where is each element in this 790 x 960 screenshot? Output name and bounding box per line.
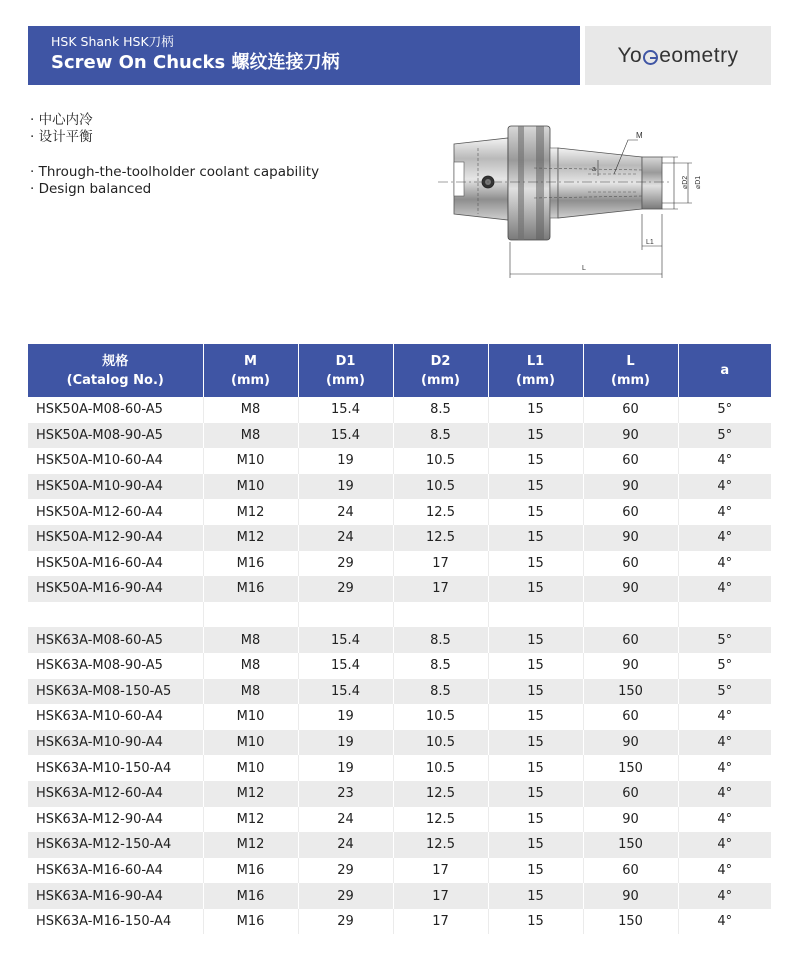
cell-m: M8 <box>203 679 298 705</box>
feature-list <box>30 112 319 198</box>
cell-catalog: HSK63A-M08-60-A5 <box>28 627 203 653</box>
cell-d1: 15.4 <box>298 653 393 679</box>
cell-m: M16 <box>203 858 298 884</box>
cell-catalog: HSK63A-M10-150-A4 <box>28 755 203 781</box>
cell-a: 5° <box>678 423 771 449</box>
cell-m: M8 <box>203 627 298 653</box>
table-row <box>28 551 771 577</box>
cell-a: 4° <box>678 525 771 551</box>
cell-l1: 15 <box>488 730 583 756</box>
cell-l1: 15 <box>488 832 583 858</box>
cell-l: 60 <box>583 781 678 807</box>
cell-a: 5° <box>678 679 771 705</box>
cell-catalog: HSK63A-M16-60-A4 <box>28 858 203 884</box>
cell-l1: 15 <box>488 448 583 474</box>
cell-l1: 15 <box>488 525 583 551</box>
cell-d2 <box>393 602 488 628</box>
cell-l1: 15 <box>488 858 583 884</box>
cell-d1: 15.4 <box>298 627 393 653</box>
cell-m: M16 <box>203 883 298 909</box>
cell-d2: 17 <box>393 909 488 935</box>
table-row <box>28 858 771 884</box>
cell-m: M10 <box>203 730 298 756</box>
label-a: a <box>592 166 596 173</box>
cell-catalog: HSK63A-M08-90-A5 <box>28 653 203 679</box>
spec-table <box>28 344 771 934</box>
cell-m: M12 <box>203 781 298 807</box>
table-row <box>28 525 771 551</box>
header-d2: D2 (mm) <box>393 344 488 397</box>
cell-m: M12 <box>203 807 298 833</box>
header-d1: D1 (mm) <box>298 344 393 397</box>
cell-a: 5° <box>678 627 771 653</box>
cell-d2: 8.5 <box>393 679 488 705</box>
cell-m: M12 <box>203 525 298 551</box>
cell-d2: 8.5 <box>393 423 488 449</box>
cell-d1: 29 <box>298 576 393 602</box>
cell-l: 90 <box>583 423 678 449</box>
cell-l: 90 <box>583 474 678 500</box>
cell-catalog: HSK63A-M12-90-A4 <box>28 807 203 833</box>
cell-d1: 19 <box>298 730 393 756</box>
cell-l1: 15 <box>488 653 583 679</box>
header-a: a <box>678 344 771 397</box>
cell-catalog: HSK63A-M10-60-A4 <box>28 704 203 730</box>
cell-l1: 15 <box>488 397 583 423</box>
cell-d1: 19 <box>298 448 393 474</box>
cell-d1: 24 <box>298 807 393 833</box>
cell-l1: 15 <box>488 704 583 730</box>
feature-item: · 设计平衡 <box>30 129 93 145</box>
cell-l: 90 <box>583 730 678 756</box>
cell-l1: 15 <box>488 755 583 781</box>
cell-d2: 12.5 <box>393 525 488 551</box>
table-row <box>28 499 771 525</box>
cell-catalog: HSK50A-M12-90-A4 <box>28 525 203 551</box>
table-row <box>28 448 771 474</box>
cell-a: 4° <box>678 576 771 602</box>
table-row <box>28 627 771 653</box>
cell-m: M16 <box>203 909 298 935</box>
table-header-row <box>28 344 771 397</box>
table-row <box>28 730 771 756</box>
cell-a: 4° <box>678 499 771 525</box>
cell-catalog <box>28 602 203 628</box>
cell-d2: 12.5 <box>393 832 488 858</box>
cell-l1: 15 <box>488 627 583 653</box>
cell-d1: 23 <box>298 781 393 807</box>
cell-l: 90 <box>583 883 678 909</box>
cell-a: 4° <box>678 807 771 833</box>
cell-d2: 10.5 <box>393 730 488 756</box>
cell-catalog: HSK63A-M16-90-A4 <box>28 883 203 909</box>
cell-m: M16 <box>203 551 298 577</box>
cell-catalog: HSK63A-M16-150-A4 <box>28 909 203 935</box>
cell-d1: 24 <box>298 499 393 525</box>
cell-a: 4° <box>678 832 771 858</box>
cell-m: M10 <box>203 474 298 500</box>
table-row <box>28 576 771 602</box>
collar <box>550 148 558 218</box>
cell-d2: 10.5 <box>393 474 488 500</box>
feature-item: · 中心内冷 <box>30 112 93 128</box>
cell-a: 4° <box>678 909 771 935</box>
cell-catalog: HSK50A-M12-60-A4 <box>28 499 203 525</box>
cell-l: 150 <box>583 679 678 705</box>
cell-catalog: HSK50A-M10-90-A4 <box>28 474 203 500</box>
cell-d2: 10.5 <box>393 755 488 781</box>
table-row <box>28 397 771 423</box>
cell-catalog: HSK63A-M12-60-A4 <box>28 781 203 807</box>
cell-l: 90 <box>583 807 678 833</box>
header-title: Screw On Chucks 螺纹连接刀柄 <box>51 52 340 73</box>
cell-d2: 8.5 <box>393 397 488 423</box>
cell-d1: 19 <box>298 755 393 781</box>
cell-m: M10 <box>203 448 298 474</box>
cell-d1: 15.4 <box>298 397 393 423</box>
cell-a: 4° <box>678 474 771 500</box>
cell-catalog: HSK63A-M08-150-A5 <box>28 679 203 705</box>
cell-d2: 10.5 <box>393 448 488 474</box>
cell-l1: 15 <box>488 883 583 909</box>
label-d2: ⌀D2 <box>682 175 689 189</box>
cell-d2: 10.5 <box>393 704 488 730</box>
cell-d1: 15.4 <box>298 423 393 449</box>
cell-l: 90 <box>583 653 678 679</box>
cell-d1: 19 <box>298 704 393 730</box>
cell-m: M8 <box>203 397 298 423</box>
cell-m: M8 <box>203 653 298 679</box>
cell-l: 150 <box>583 832 678 858</box>
chuck-technical-drawing <box>438 118 718 288</box>
cell-m: M12 <box>203 499 298 525</box>
cell-d2: 17 <box>393 551 488 577</box>
header-subtitle: HSK Shank HSK刀柄 <box>51 34 174 49</box>
cell-l: 60 <box>583 499 678 525</box>
table-row <box>28 832 771 858</box>
cell-d1: 24 <box>298 832 393 858</box>
cell-d2: 17 <box>393 858 488 884</box>
table-row <box>28 807 771 833</box>
cell-m: M12 <box>203 832 298 858</box>
cell-a: 4° <box>678 858 771 884</box>
cell-d2: 8.5 <box>393 653 488 679</box>
cell-l: 60 <box>583 627 678 653</box>
cell-l: 60 <box>583 397 678 423</box>
logo-suffix: eometry <box>659 43 739 67</box>
cell-l1: 15 <box>488 909 583 935</box>
cell-catalog: HSK50A-M08-90-A5 <box>28 423 203 449</box>
cell-d1: 29 <box>298 858 393 884</box>
cell-l: 60 <box>583 858 678 884</box>
cell-catalog: HSK63A-M10-90-A4 <box>28 730 203 756</box>
cell-l1: 15 <box>488 781 583 807</box>
cell-l: 60 <box>583 448 678 474</box>
cell-d1: 24 <box>298 525 393 551</box>
cell-catalog: HSK50A-M08-60-A5 <box>28 397 203 423</box>
cell-catalog: HSK50A-M16-90-A4 <box>28 576 203 602</box>
cell-m: M10 <box>203 704 298 730</box>
feature-item: · Design balanced <box>30 181 152 197</box>
cell-l1: 15 <box>488 576 583 602</box>
cell-d1: 29 <box>298 909 393 935</box>
cell-d2: 17 <box>393 576 488 602</box>
cell-l: 90 <box>583 576 678 602</box>
cell-l1: 15 <box>488 807 583 833</box>
cell-d1: 29 <box>298 883 393 909</box>
header-l: L (mm) <box>583 344 678 397</box>
cell-catalog: HSK63A-M12-150-A4 <box>28 832 203 858</box>
cell-l1: 15 <box>488 679 583 705</box>
cell-d1: 19 <box>298 474 393 500</box>
cell-l: 60 <box>583 704 678 730</box>
table-row <box>28 602 771 628</box>
cell-a: 4° <box>678 448 771 474</box>
feature-item: · Through-the-toolholder coolant capability <box>30 164 320 180</box>
header-banner <box>28 26 580 85</box>
label-l1: L1 <box>646 239 654 246</box>
table-row <box>28 423 771 449</box>
cell-a: 4° <box>678 551 771 577</box>
table-row <box>28 704 771 730</box>
cell-l1: 15 <box>488 423 583 449</box>
logo-prefix: Yo <box>617 43 643 67</box>
cell-l1 <box>488 602 583 628</box>
header-l1: L1 (mm) <box>488 344 583 397</box>
label-m: M <box>636 131 643 140</box>
cell-a: 4° <box>678 755 771 781</box>
cell-d1 <box>298 602 393 628</box>
cell-m: M8 <box>203 423 298 449</box>
cell-d2: 17 <box>393 883 488 909</box>
table-row <box>28 755 771 781</box>
table-row <box>28 781 771 807</box>
cell-l: 150 <box>583 909 678 935</box>
brand-logo <box>585 26 771 85</box>
cell-a: 4° <box>678 704 771 730</box>
cell-l <box>583 602 678 628</box>
cell-a <box>678 602 771 628</box>
tapered-nose <box>558 148 642 218</box>
cell-catalog: HSK50A-M10-60-A4 <box>28 448 203 474</box>
cell-m <box>203 602 298 628</box>
logo-g-mark <box>643 50 658 65</box>
cell-m: M10 <box>203 755 298 781</box>
header-m: M (mm) <box>203 344 298 397</box>
cell-a: 4° <box>678 883 771 909</box>
shank-notch <box>454 162 464 196</box>
table-row <box>28 474 771 500</box>
cell-catalog: HSK50A-M16-60-A4 <box>28 551 203 577</box>
cell-d2: 8.5 <box>393 627 488 653</box>
label-d1: ⌀D1 <box>695 175 702 189</box>
table-row <box>28 653 771 679</box>
cell-a: 5° <box>678 653 771 679</box>
cell-l1: 15 <box>488 474 583 500</box>
cell-l1: 15 <box>488 499 583 525</box>
cell-m: M16 <box>203 576 298 602</box>
cell-d1: 29 <box>298 551 393 577</box>
cell-d2: 12.5 <box>393 781 488 807</box>
table-row <box>28 883 771 909</box>
header-catalog: 规格 (Catalog No.) <box>28 344 203 397</box>
table-row <box>28 909 771 935</box>
cell-a: 5° <box>678 397 771 423</box>
cell-l: 150 <box>583 755 678 781</box>
cell-l: 60 <box>583 551 678 577</box>
label-l: L <box>582 265 586 272</box>
cell-d1: 15.4 <box>298 679 393 705</box>
cell-a: 4° <box>678 781 771 807</box>
cell-d2: 12.5 <box>393 807 488 833</box>
cell-l: 90 <box>583 525 678 551</box>
table-row <box>28 679 771 705</box>
cell-l1: 15 <box>488 551 583 577</box>
cell-d2: 12.5 <box>393 499 488 525</box>
cell-a: 4° <box>678 730 771 756</box>
